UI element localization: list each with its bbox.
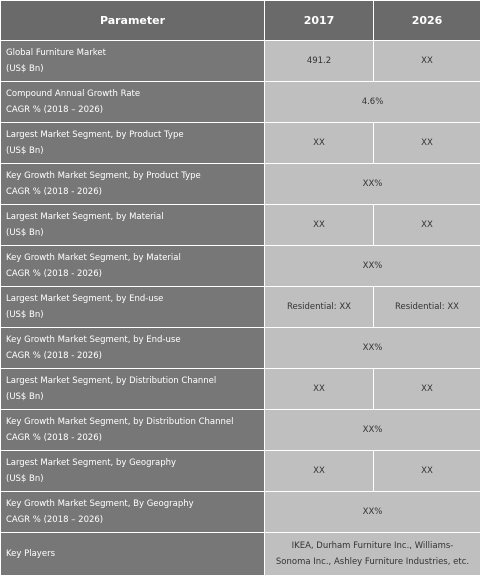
header-2017: 2017 [265, 1, 374, 41]
parameter-unit: CAGR % (2018 – 2026) [6, 515, 104, 525]
table-row [1, 246, 480, 287]
table-row [1, 82, 480, 123]
value-2017: XX [265, 123, 374, 164]
value-merged: XX% [265, 328, 480, 369]
table-row [1, 410, 480, 451]
key-players-cell [265, 533, 480, 576]
parameter-cell [1, 451, 265, 492]
table-row [1, 205, 480, 246]
parameter-cell [1, 369, 265, 410]
parameter-cell [1, 492, 265, 533]
table-row [1, 287, 480, 328]
parameter-unit: (US$ Bn) [6, 146, 44, 156]
table-row [1, 492, 480, 533]
parameter-unit: CAGR % (2018 - 2026) [6, 187, 102, 197]
value-2026: Residential: XX [374, 287, 480, 328]
parameter-cell [1, 82, 265, 123]
parameter-cell [1, 205, 265, 246]
value-merged: XX% [265, 246, 480, 287]
parameter-cell [1, 328, 265, 369]
parameter-label: Largest Market Segment, by End-use [6, 294, 164, 304]
parameter-cell [1, 246, 265, 287]
parameter-label: Key Growth Market Segment, By Geography [6, 499, 194, 509]
parameter-label: Key Growth Market Segment, by Product Type [6, 171, 201, 181]
table-row [1, 123, 480, 164]
header-row [1, 1, 480, 41]
parameter-label: Largest Market Segment, by Product Type [6, 130, 184, 140]
parameter-label: Key Growth Market Segment, by Distribution Channel [6, 417, 234, 427]
table-row [1, 451, 480, 492]
parameter-unit: (US$ Bn) [6, 392, 44, 402]
parameter-label: Largest Market Segment, by Distribution Channel [6, 376, 217, 386]
parameter-label: Key Growth Market Segment, by End-use [6, 335, 181, 345]
value-merged: 4.6% [265, 82, 480, 123]
parameter-unit: CAGR % (2018 - 2026) [6, 269, 102, 279]
table-row [1, 369, 480, 410]
parameter-cell [1, 123, 265, 164]
parameter-unit: CAGR % (2018 – 2026) [6, 105, 104, 115]
table-row [1, 164, 480, 205]
header-parameter: Parameter [1, 1, 265, 41]
parameter-label: Key Growth Market Segment, by Material [6, 253, 181, 263]
parameter-label: Compound Annual Growth Rate [6, 89, 141, 99]
parameter-cell [1, 164, 265, 205]
parameter-unit: (US$ Bn) [6, 64, 44, 74]
parameter-cell [1, 41, 265, 82]
table-row [1, 41, 480, 82]
table-row [1, 533, 480, 576]
parameter-unit: CAGR % (2018 - 2026) [6, 433, 102, 443]
value-2026: XX [374, 205, 480, 246]
value-2026: XX [374, 123, 480, 164]
value-2017: 491.2 [265, 41, 374, 82]
value-2017: XX [265, 205, 374, 246]
parameter-cell [1, 533, 265, 576]
value-2017: XX [265, 451, 374, 492]
parameter-label: Largest Market Segment, by Material [6, 212, 164, 222]
parameter-label: Largest Market Segment, by Geography [6, 458, 177, 468]
parameter-unit: (US$ Bn) [6, 310, 44, 320]
value-2026: XX [374, 451, 480, 492]
key-players-line: Sonoma Inc., Ashley Furniture Industries, etc. [275, 557, 470, 567]
value-2026: XX [374, 41, 480, 82]
parameter-unit: CAGR % (2018 - 2026) [6, 351, 102, 361]
parameter-unit: (US$ Bn) [6, 228, 44, 238]
parameter-cell [1, 410, 265, 451]
parameter-unit: (US$ Bn) [6, 474, 44, 484]
value-2017: XX [265, 369, 374, 410]
parameter-label: Global Furniture Market [6, 48, 106, 58]
value-2026: XX [374, 369, 480, 410]
value-merged: XX% [265, 492, 480, 533]
parameter-label: Key Players [6, 549, 55, 559]
header-2026: 2026 [374, 1, 480, 41]
table-row [1, 328, 480, 369]
value-merged: XX% [265, 164, 480, 205]
value-merged: XX% [265, 410, 480, 451]
parameter-cell [1, 287, 265, 328]
value-2017: Residential: XX [265, 287, 374, 328]
key-players-line: IKEA, Durham Furniture Inc., Williams- [291, 541, 454, 551]
